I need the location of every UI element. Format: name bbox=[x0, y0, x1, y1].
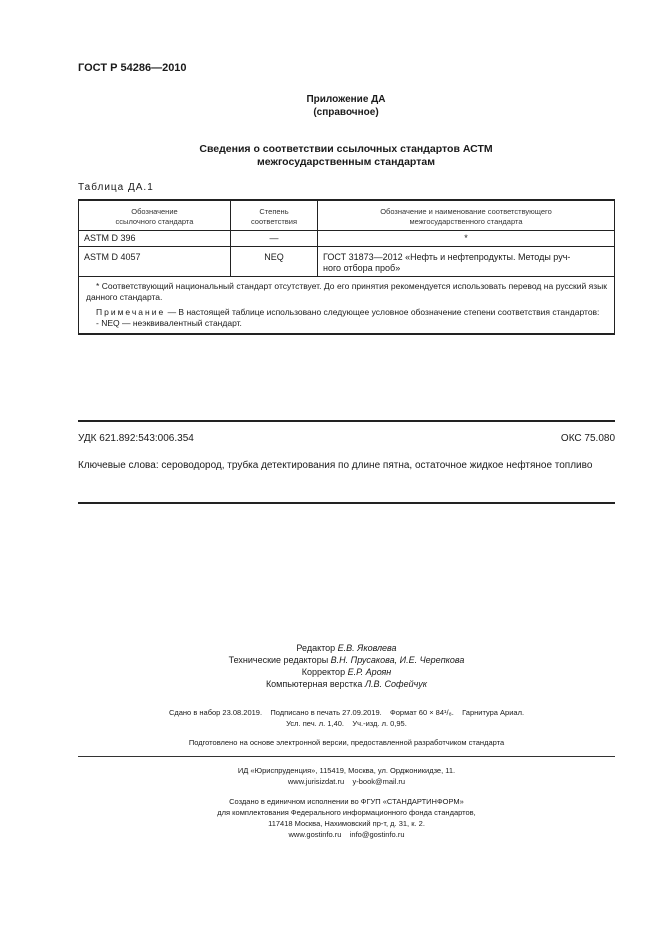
header-text: Обозначение и наименование соответствующего bbox=[380, 207, 552, 216]
udk-code: УДК 621.892:543:006.354 bbox=[78, 433, 194, 444]
degree-cell: NEQ bbox=[231, 247, 318, 277]
standard-cell: * bbox=[318, 231, 615, 247]
annex-subtitle: (справочное) bbox=[313, 107, 379, 118]
column-header-standard bbox=[318, 200, 615, 231]
degree-cell: — bbox=[231, 231, 318, 247]
credit-corrector bbox=[78, 666, 615, 678]
publisher-line3: Создано в единичном исполнении во ФГУП «СТАНДАРТИНФОРМ» bbox=[229, 797, 464, 806]
header-text: Степень bbox=[259, 207, 289, 216]
table-row bbox=[79, 247, 615, 277]
credit-name: В.Н. Прусакова, И.Е. Черепкова bbox=[330, 655, 465, 665]
column-header-degree bbox=[231, 200, 318, 231]
footnote: * Соответствующий национальный стандарт отсутствует. До его принятия рекомендуется использовать перевод на русский язык данного стандарта. bbox=[86, 281, 607, 302]
table-header-row bbox=[79, 200, 615, 231]
credit-label: Технические редакторы bbox=[228, 655, 331, 665]
publisher-line4: для комплектования Федерального информационного фонда стандартов, bbox=[217, 808, 476, 817]
keywords: Ключевые слова: сероводород, трубка детектирования по длине пятна, остаточное жидкое нефтяное топливо bbox=[78, 460, 593, 471]
table-caption: Таблица ДА.1 bbox=[78, 182, 154, 193]
publisher-line2: www.jurisizdat.ru y-book@mail.ru bbox=[287, 777, 406, 786]
divider-publisher bbox=[78, 756, 615, 757]
credit-label: Компьютерная верстка bbox=[265, 679, 365, 689]
standard-text: ного отбора проб» bbox=[323, 263, 401, 273]
credit-name: Е.Р. Ароян bbox=[347, 667, 392, 677]
note-text: — В настоящей таблице использовано следующее условное обозначение степени соответствия стандартов: bbox=[165, 307, 600, 317]
note-item: - NEQ — неэквивалентный стандарт. bbox=[96, 318, 242, 328]
annex-title: Приложение ДА bbox=[306, 94, 386, 105]
header-text: ссылочного стандарта bbox=[115, 217, 194, 226]
publisher-line1: ИД «Юриспруденция», 115419, Москва, ул. Орджоникидзе, 11. bbox=[237, 766, 456, 775]
section-title-line2: межгосударственным стандартам bbox=[257, 156, 435, 168]
print-info-line1: Сдано в набор 23.08.2019. Подписано в печать 27.09.2019. Формат 60 × 84¹/₈. Гарнитура Ариал. bbox=[168, 708, 525, 717]
credit-name: Л.В. Софейчук bbox=[364, 679, 428, 689]
section-title-line1: Сведения о соответствии ссылочных стандартов АСТМ bbox=[199, 143, 493, 155]
header-text: межгосударственного стандарта bbox=[409, 217, 523, 226]
column-header-ref bbox=[79, 200, 231, 231]
print-info-line3: Подготовлено на основе электронной версии, предоставленной разработчиком стандарта bbox=[188, 738, 505, 747]
credit-name: Е.В. Яковлева bbox=[337, 643, 397, 653]
publisher-line5: 117418 Москва, Нахимовский пр-т, д. 31, к. 2. bbox=[268, 819, 425, 828]
header-text: соответствия bbox=[250, 217, 298, 226]
notes-cell bbox=[79, 277, 615, 335]
table-notes-row bbox=[79, 277, 615, 335]
credits-block bbox=[78, 642, 615, 690]
header-text: Обозначение bbox=[131, 207, 178, 216]
correspondence-table bbox=[78, 199, 615, 335]
standard-cell bbox=[318, 247, 615, 277]
credit-tech-editors bbox=[78, 654, 615, 666]
credit-editor bbox=[78, 642, 615, 654]
credit-label: Корректор bbox=[301, 667, 348, 677]
document-code: ГОСТ Р 54286—2010 bbox=[78, 62, 187, 74]
standard-text: ГОСТ 31873—2012 «Нефть и нефтепродукты. Методы руч- bbox=[323, 252, 571, 262]
credit-layout bbox=[78, 678, 615, 690]
note bbox=[86, 307, 607, 318]
section-title bbox=[78, 143, 614, 169]
oks-code: ОКС 75.080 bbox=[560, 433, 615, 444]
ref-cell: ASTM D 396 bbox=[79, 231, 231, 247]
divider-bottom bbox=[78, 502, 615, 504]
print-info-line2: Усл. печ. л. 1,40. Уч.-изд. л. 0,95. bbox=[286, 719, 407, 728]
credit-label: Редактор bbox=[296, 643, 338, 653]
table-row bbox=[79, 231, 615, 247]
note-label: Примечание bbox=[96, 307, 166, 317]
annex-heading bbox=[78, 93, 614, 119]
ref-cell: ASTM D 4057 bbox=[79, 247, 231, 277]
divider-top bbox=[78, 420, 615, 422]
publisher-line6: www.gostinfo.ru info@gostinfo.ru bbox=[288, 830, 405, 839]
